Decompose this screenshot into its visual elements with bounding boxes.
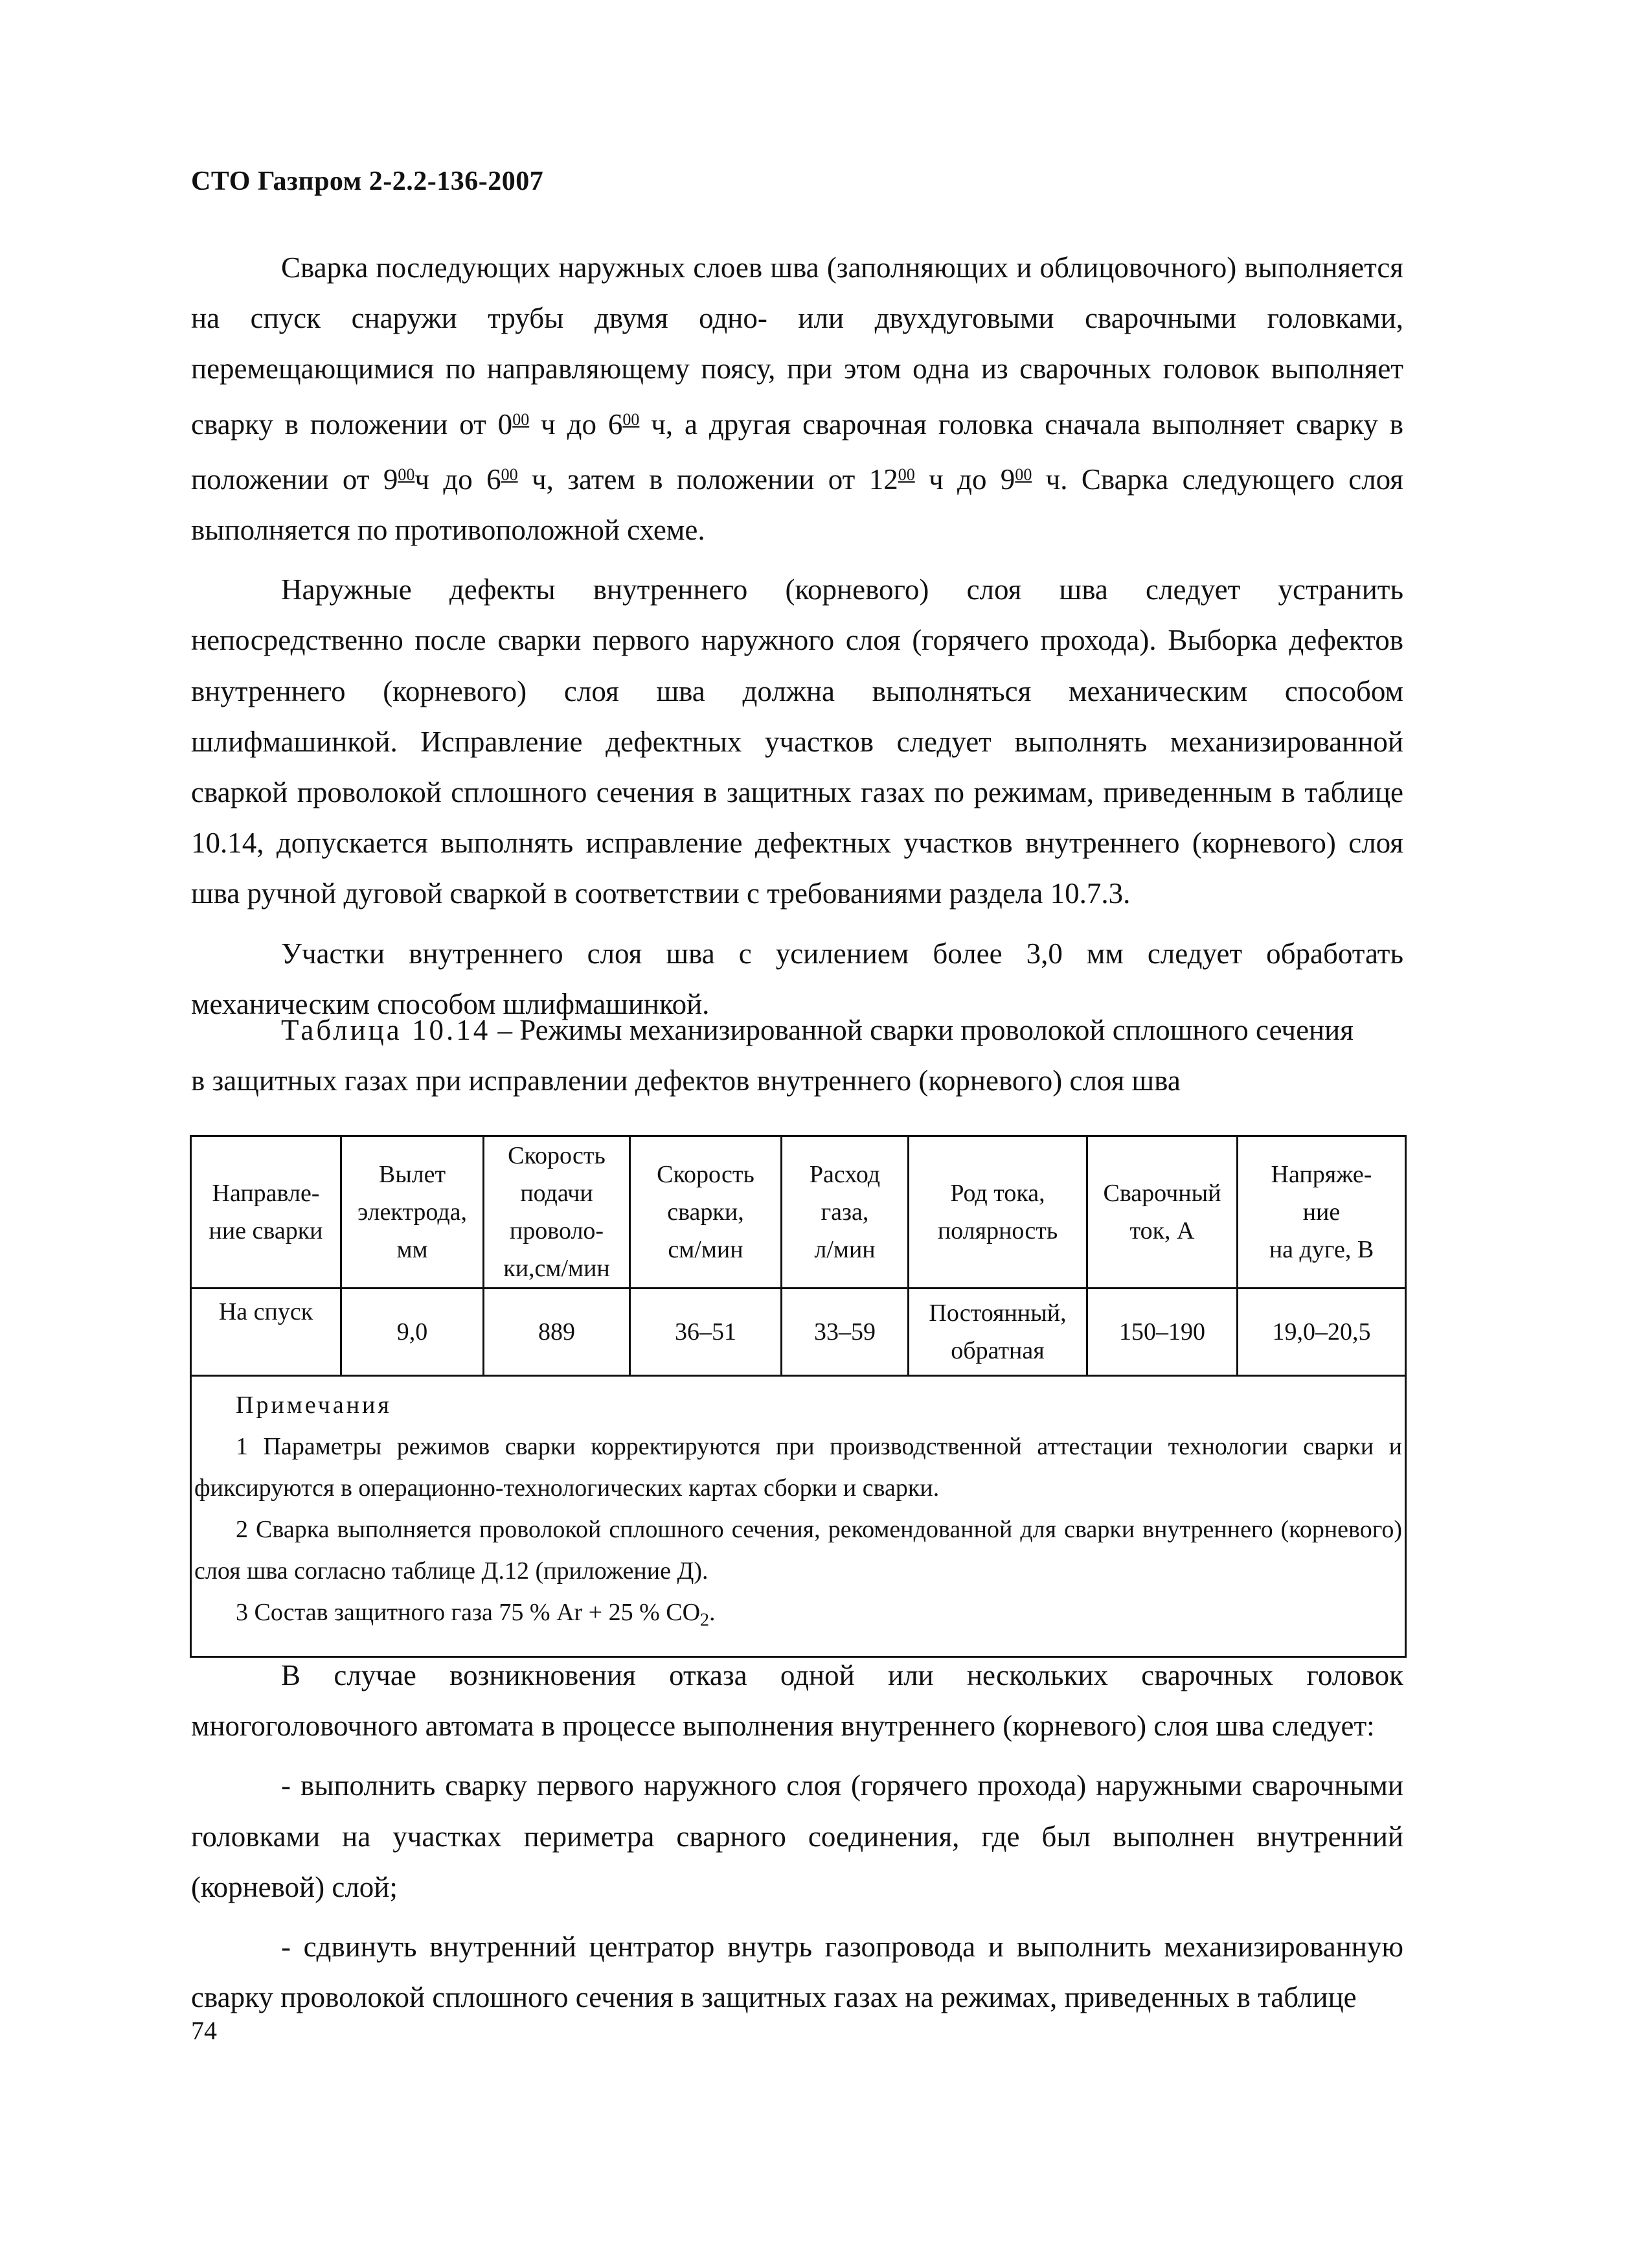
header-text: проволо- xyxy=(509,1217,604,1244)
text-span: ч, а другая сварочная головка сначала выполняет сварку в положении от 9 xyxy=(191,407,1403,496)
paragraph-reinforcement: Участки внутреннего слоя шва с усилением более 3,0 мм следует обработать механическим способом шлифмашинкой. xyxy=(191,937,1403,1020)
superscript-minutes: 00 xyxy=(898,464,915,484)
header-direction xyxy=(191,1136,341,1289)
superscript-minutes: 00 xyxy=(398,464,415,484)
cell-voltage: 19,0–20,5 xyxy=(1238,1289,1406,1376)
table-header-row xyxy=(191,1136,1406,1289)
notes-cell xyxy=(191,1376,1406,1657)
header-text: электрода, xyxy=(357,1198,468,1226)
header-text: ки,см/мин xyxy=(503,1255,610,1282)
superscript-minutes: 00 xyxy=(512,409,530,429)
header-text: Напряже- xyxy=(1271,1161,1372,1188)
paragraph-first-outer-layer: - выполнить сварку первого наружного слоя (горячего прохода) наружными сварочными головками на участках периметра сварного соединения, где был выполнен внутренний (корневой) слой; xyxy=(191,1769,1403,1903)
header-text: мм xyxy=(396,1236,428,1263)
paragraph-head-failure: В случае возникновения отказа одной или нескольких сварочных головок многоголовочного автомата в процессе выполнения внутреннего (корневого) слоя шва следует: xyxy=(191,1659,1403,1743)
table-caption xyxy=(191,1005,1403,1106)
header-text: Вылет xyxy=(378,1161,446,1188)
cell-weld-speed: 36–51 xyxy=(630,1289,782,1376)
note-3 xyxy=(194,1592,1402,1642)
header-text: ние xyxy=(1302,1198,1341,1226)
note-2: 2 Сварка выполняется проволокой сплошного сечения, рекомендованной для сварки внутреннего (корневого) слоя шва согласно таблице Д.12 (приложение Д). xyxy=(194,1516,1402,1585)
page-number: 74 xyxy=(191,2016,217,2045)
header-gas-flow xyxy=(782,1136,909,1289)
paragraph-welding-sequence xyxy=(191,242,1403,555)
paragraph-shift-centrator: - сдвинуть внутренний центратор внутрь газопровода и выполнить механизированную сварку проволокой сплошного сечения в защитных газах на режимах, приведенных в таблице xyxy=(191,1930,1403,2014)
text-span: Сварка последующих наружных слоев шва (заполняющих и облицовочного) выполняется на спуск снаружи трубы двумя одно- или двухдуговыми сварочными головками, перемещающимися по направляющему поясу, при этом одна из сварочных головок выполняет сварку в положении от 0 xyxy=(191,251,1403,441)
header-text: ние сварки xyxy=(209,1217,323,1244)
table-row xyxy=(191,1289,1406,1376)
cell-feed-speed: 889 xyxy=(484,1289,630,1376)
header-text: Расход xyxy=(809,1161,881,1188)
header-text: сварки, xyxy=(667,1198,744,1226)
header-welding-current xyxy=(1087,1136,1238,1289)
header-text: ток, А xyxy=(1129,1217,1195,1244)
header-text: Сварочный xyxy=(1103,1180,1221,1207)
header-text: Скорость xyxy=(508,1142,606,1169)
note-text: 3 Состав защитного газа 75 % Ar + 25 % CO xyxy=(236,1599,701,1626)
text-span: ч, затем в положении от 12 xyxy=(517,463,898,496)
header-text: полярность xyxy=(937,1217,1058,1244)
document-header: СТО Газпром 2-2.2-136-2007 xyxy=(191,166,544,196)
table-caption-line-1 xyxy=(191,1005,1403,1055)
header-text: л/мин xyxy=(814,1236,876,1263)
welding-modes-table xyxy=(190,1135,1407,1658)
header-electrode-stickout xyxy=(341,1136,484,1289)
note-1: 1 Параметры режимов сварки корректируются при производственной аттестации технологии сварки и фиксируются в операционно-технологических картах сборки и сварки. xyxy=(194,1433,1402,1502)
header-text: Направле- xyxy=(212,1180,320,1207)
cell-gas-flow: 33–59 xyxy=(782,1289,909,1376)
header-text: см/мин xyxy=(668,1236,743,1263)
superscript-minutes: 00 xyxy=(501,464,518,484)
note-text: . xyxy=(709,1599,716,1626)
table-notes-row xyxy=(191,1376,1406,1657)
cell-text: обратная xyxy=(951,1337,1045,1364)
header-welding-speed xyxy=(630,1136,782,1289)
text-span: ч до 6 xyxy=(414,463,501,496)
header-wire-feed-speed xyxy=(484,1136,630,1289)
header-text: подачи xyxy=(520,1180,593,1207)
header-text: газа, xyxy=(821,1198,869,1226)
header-text: на дуге, В xyxy=(1269,1236,1374,1263)
cell-direction: На спуск xyxy=(191,1289,341,1376)
cell-current: 150–190 xyxy=(1087,1289,1238,1376)
text-span: ч. Сварка следующего слоя выполняется по противоположной схеме. xyxy=(191,463,1403,547)
superscript-minutes: 00 xyxy=(622,409,640,429)
notes-title: Примечания xyxy=(236,1392,392,1419)
subscript-text: 2 xyxy=(700,1610,710,1631)
header-text: Род тока, xyxy=(950,1180,1045,1207)
header-text: Скорость xyxy=(657,1161,754,1188)
header-arc-voltage xyxy=(1238,1136,1406,1289)
cell-text: Постоянный, xyxy=(929,1300,1067,1327)
cell-current-type xyxy=(909,1289,1087,1376)
table-caption-line-2: в защитных газах при исправлении дефектов внутреннего (корневого) слоя шва xyxy=(191,1064,1181,1097)
table-label: Таблица 10.14 xyxy=(281,1014,491,1046)
table-title-part-1: – Режимы механизированной сварки проволокой сплошного сечения xyxy=(490,1014,1354,1046)
header-current-type xyxy=(909,1136,1087,1289)
text-span: ч до 6 xyxy=(529,407,623,441)
text-span: ч до 9 xyxy=(914,463,1015,496)
body-text-top xyxy=(191,242,1403,1029)
body-text-bottom xyxy=(191,1650,1403,2022)
cell-stickout: 9,0 xyxy=(341,1289,484,1376)
paragraph-defect-repair: Наружные дефекты внутреннего (корневого) слоя шва следует устранить непосредственно после сварки первого наружного слоя (горячего прохода). Выборка дефектов внутреннего (корневого) слоя шва должна выполняться механическим способом шлифмашинкой. Исправление дефектных участков следует выполнять механизированной сваркой проволокой сплошного сечения в защитных газах по режимам, приведенным в таблице 10.14, допускается выполнять исправление дефектных участков внутреннего (корневого) слоя шва ручной дуговой сваркой в соответствии с требованиями раздела 10.7.3. xyxy=(191,573,1403,910)
superscript-minutes: 00 xyxy=(1015,464,1032,484)
